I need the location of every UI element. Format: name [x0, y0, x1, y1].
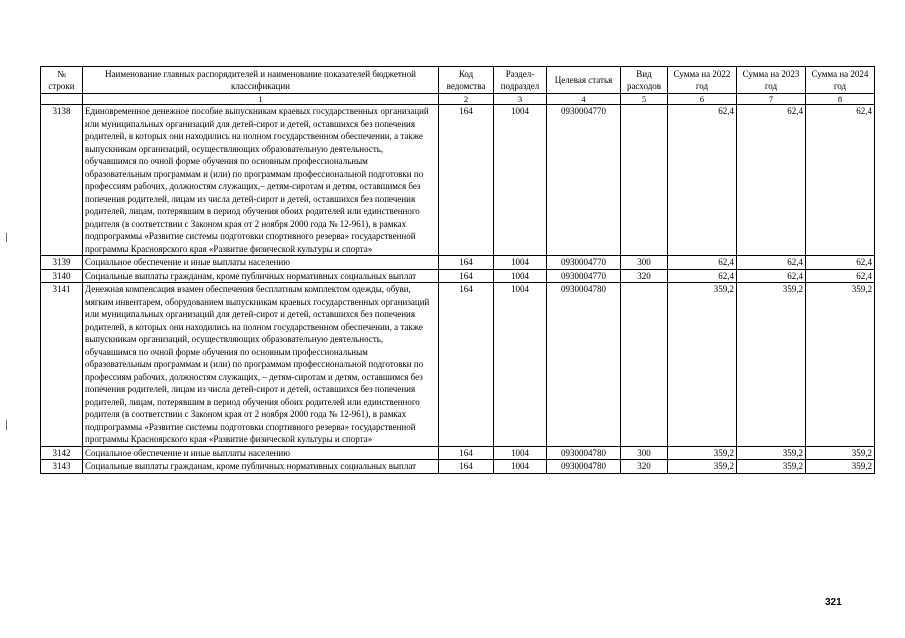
- table-row: [41, 460, 875, 474]
- row-target: 0930004770: [547, 269, 621, 283]
- row-target: 0930004770: [547, 256, 621, 270]
- row-name: Единовременное денежное пособие выпускникам краевых государственных организаций или муниципальных организаций для детей-сирот и детей, оставшихся без попечения родителей, в которых они находились на полном государственном обеспечении, а также выпускникам организаций, осуществляющих образовательную деятельность, обучавшимся по очной форме обучения по основным профессиональным образовательным программам и (или) по программам профессиональной подготовки по профессиям рабочих, должностям служащих,– детям-сиротам и детям, оставшимся без попечения родителей, лицам из числа детей-сирот и детей, оставшихся без попечения родителей, лицам, потерявшим в период обучения обоих родителей или единственного родителя (в соответствии с Законом края от 2 ноября 2000 года № 12-961), в рамках подпрограммы «Развитие системы подготовки спортивного резерва» государственной программы Красноярского края «Развитие физической культуры и спорта»: [83, 105, 439, 256]
- row-sum-2024: 359,2: [806, 446, 875, 460]
- row-section: 1004: [494, 256, 547, 270]
- scan-edge-mark: [6, 420, 7, 430]
- row-name: Социальное обеспечение и иные выплаты населению: [83, 256, 439, 270]
- header-sum-2022: Сумма на 2022 год: [668, 67, 737, 94]
- row-sum-2023: 62,4: [737, 269, 806, 283]
- row-number: 3140: [41, 269, 83, 283]
- row-number: 3142: [41, 446, 83, 460]
- row-sum-2024: 62,4: [806, 256, 875, 270]
- row-code: 164: [439, 446, 494, 460]
- row-code: 164: [439, 105, 494, 256]
- row-section: 1004: [494, 269, 547, 283]
- row-kind: 320: [621, 460, 668, 474]
- row-sum-2022: 359,2: [668, 283, 737, 447]
- row-kind: 300: [621, 256, 668, 270]
- row-number: 3139: [41, 256, 83, 270]
- row-sum-2024: 62,4: [806, 269, 875, 283]
- row-sum-2024: 359,2: [806, 283, 875, 447]
- row-number: 3138: [41, 105, 83, 256]
- row-target: 0930004780: [547, 446, 621, 460]
- column-number-row: [41, 94, 875, 105]
- row-name: Денежная компенсация взамен обеспечения бесплатным комплектом одежды, обуви, мягким инвентарем, оборудованием выпускникам краевых государственных организаций или муниципальных организаций для детей-сирот и детей, оставшихся без попечения родителей, в которых они находились на полном государственном обеспечении, а также выпускникам организаций, осуществляющих образовательную деятельность, обучавшимся по очной форме обучения по основным профессиональным образовательным программам и (или) по программам профессиональной подготовки по профессиям рабочих, должностям служащих, – детям-сиротам и детям, оставшимся без попечения родителей, лицам из числа детей-сирот и детей, оставшихся без попечения родителей, лицам, потерявшим в период обучения обоих родителей или единственного родителя (в соответствии с Законом края от 2 ноября 2000 года № 12-961), в рамках подпрограммы «Развитие системы подготовки спортивного резерва» государственной программы Красноярского края «Развитие физической культуры и спорта»: [83, 283, 439, 447]
- header-num: № строки: [41, 67, 83, 94]
- column-number: [41, 94, 83, 105]
- row-sum-2022: 359,2: [668, 446, 737, 460]
- row-name: Социальные выплаты гражданам, кроме публичных нормативных социальных выплат: [83, 460, 439, 474]
- row-sum-2024: 62,4: [806, 105, 875, 256]
- row-section: 1004: [494, 105, 547, 256]
- header-target: Целевая статья: [547, 67, 621, 94]
- table-header-row: [41, 67, 875, 94]
- column-number: 2: [439, 94, 494, 105]
- column-number: 7: [737, 94, 806, 105]
- row-sum-2022: 62,4: [668, 269, 737, 283]
- row-kind: 300: [621, 446, 668, 460]
- table-row: [41, 446, 875, 460]
- row-name: Социальное обеспечение и иные выплаты населению: [83, 446, 439, 460]
- page-number: 321: [825, 597, 842, 608]
- header-section: Раздел-подраздел: [494, 67, 547, 94]
- row-sum-2022: 62,4: [668, 256, 737, 270]
- row-kind: 320: [621, 269, 668, 283]
- row-code: 164: [439, 283, 494, 447]
- row-target: 0930004780: [547, 283, 621, 447]
- header-sum-2024: Сумма на 2024 год: [806, 67, 875, 94]
- table-row: [41, 283, 875, 447]
- row-name: Социальные выплаты гражданам, кроме публичных нормативных социальных выплат: [83, 269, 439, 283]
- row-kind: [621, 283, 668, 447]
- row-code: 164: [439, 256, 494, 270]
- budget-table: [40, 66, 875, 474]
- row-kind: [621, 105, 668, 256]
- column-number: 4: [547, 94, 621, 105]
- column-number: 3: [494, 94, 547, 105]
- row-sum-2024: 359,2: [806, 460, 875, 474]
- row-number: 3143: [41, 460, 83, 474]
- row-sum-2022: 359,2: [668, 460, 737, 474]
- row-code: 164: [439, 269, 494, 283]
- header-code: Код ведомства: [439, 67, 494, 94]
- header-sum-2023: Сумма на 2023 год: [737, 67, 806, 94]
- scan-edge-mark: [6, 233, 7, 242]
- table-row: [41, 105, 875, 256]
- column-number: 1: [83, 94, 439, 105]
- row-section: 1004: [494, 283, 547, 447]
- column-number: 5: [621, 94, 668, 105]
- row-target: 0930004780: [547, 460, 621, 474]
- column-number: 8: [806, 94, 875, 105]
- row-number: 3141: [41, 283, 83, 447]
- row-sum-2023: 359,2: [737, 283, 806, 447]
- row-target: 0930004770: [547, 105, 621, 256]
- row-sum-2023: 359,2: [737, 460, 806, 474]
- row-sum-2023: 62,4: [737, 105, 806, 256]
- header-kind: Вид расходов: [621, 67, 668, 94]
- column-number: 6: [668, 94, 737, 105]
- row-sum-2022: 62,4: [668, 105, 737, 256]
- row-code: 164: [439, 460, 494, 474]
- row-section: 1004: [494, 446, 547, 460]
- table-row: [41, 256, 875, 270]
- table-row: [41, 269, 875, 283]
- row-section: 1004: [494, 460, 547, 474]
- row-sum-2023: 359,2: [737, 446, 806, 460]
- header-name: Наименование главных распорядителей и наименование показателей бюджетной классификации: [83, 67, 439, 94]
- row-sum-2023: 62,4: [737, 256, 806, 270]
